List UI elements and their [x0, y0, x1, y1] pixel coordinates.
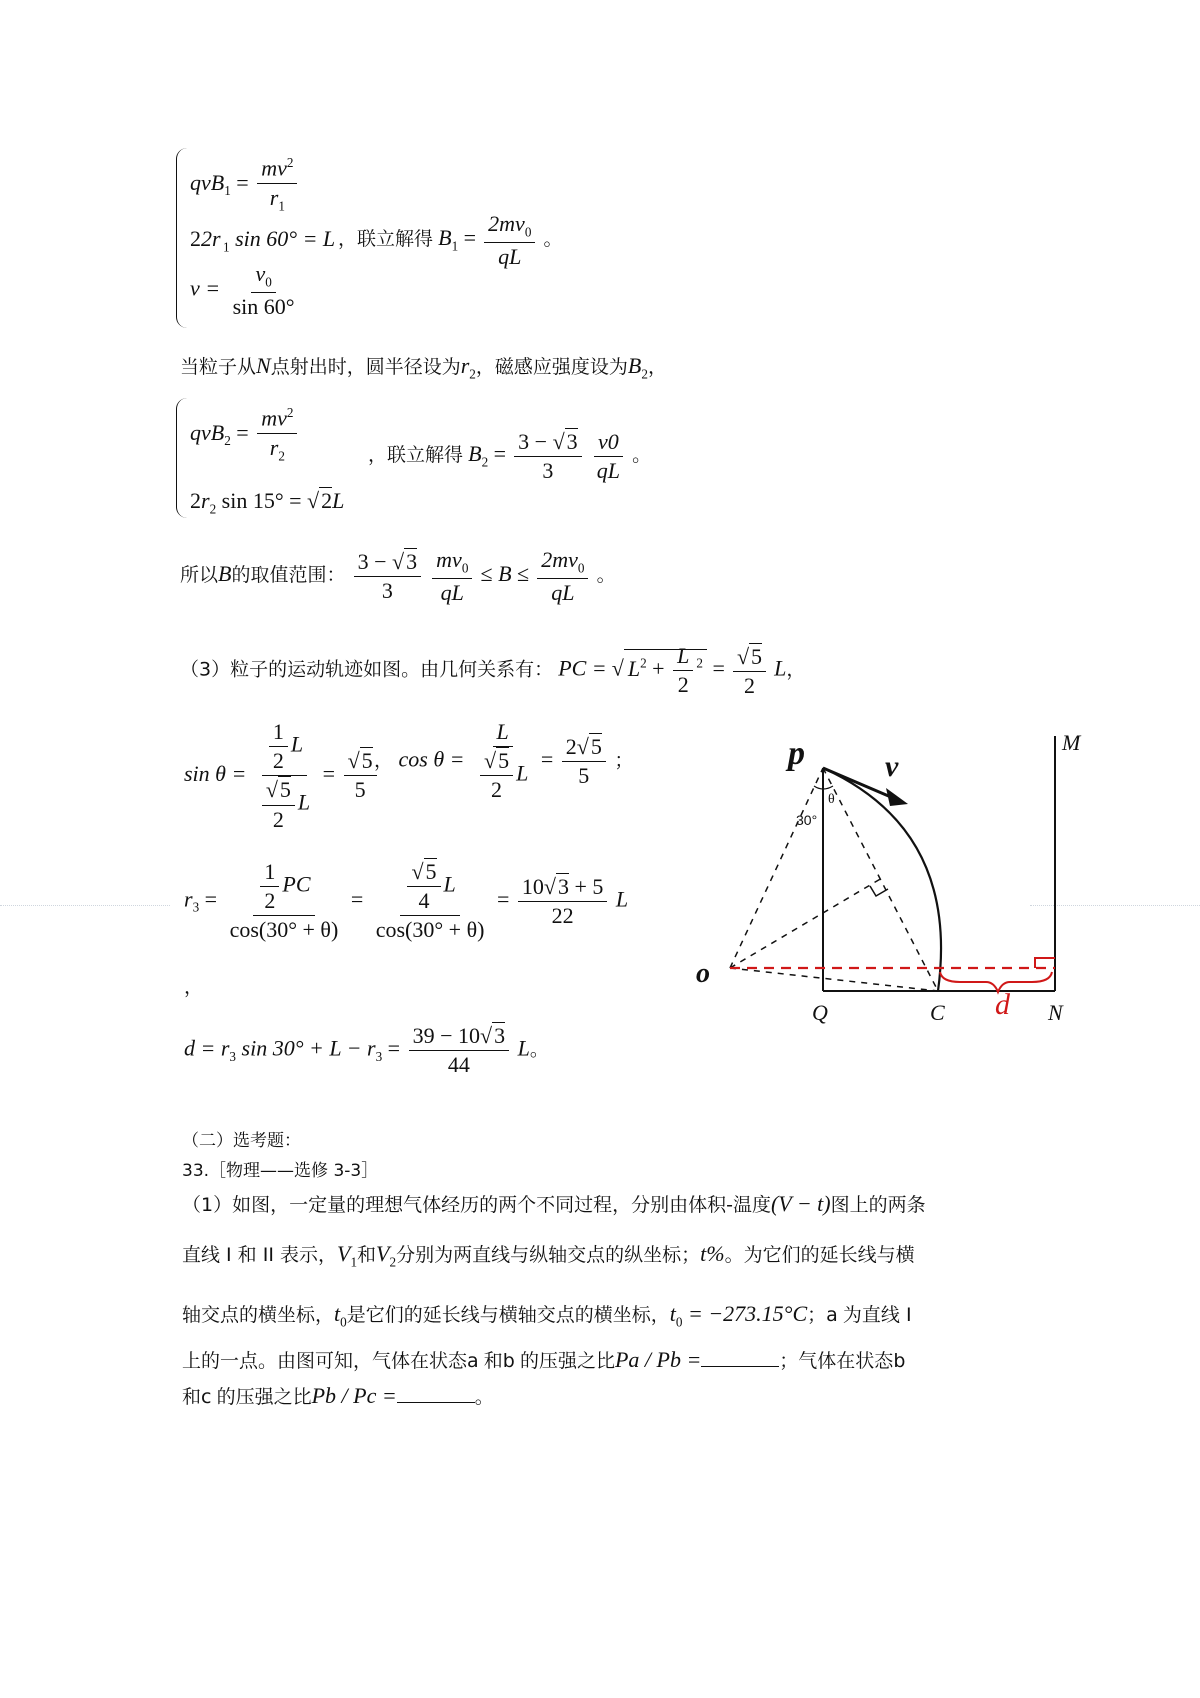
eq-v: v = $\frac{v_0}{\sin 60^\circ}$	[190, 261, 295, 319]
chord-PC	[823, 768, 938, 991]
label-p: p	[788, 735, 805, 772]
label-M: M	[1062, 730, 1081, 755]
eq-sin60-L: $_1$ sin 60° = L	[223, 226, 336, 255]
q33-line-3: 轴交点的横坐标，$t_0$是它们的延长线与横轴交点的横坐标，$t_0 = -273.15^\circ C$；a 为直线 I	[182, 1301, 912, 1330]
page-divider-left	[0, 905, 170, 907]
brace-system-1	[176, 148, 187, 328]
eq-cos-theta: ， cos θ = L $\frac{√5}{2}$ L = $\frac{2√5}{5}$ ；	[374, 719, 634, 803]
section-heading: （二）选考题：	[182, 1131, 301, 1151]
label-o: o	[696, 958, 710, 989]
red-right-angle	[1035, 958, 1055, 968]
eq-B2-result: ，联立解得 $B_2$ = $\frac{3 - √3}{3}$ $\frac{v0}{qL}$ 。	[368, 429, 652, 484]
n-exit-line: 当粒子从N点射出时，圆半径设为$r_2$，磁感应强度设为$B_2$，	[180, 353, 667, 382]
brace-system-2	[176, 398, 187, 518]
trajectory-figure	[690, 720, 1081, 1030]
answer-blank-2[interactable]	[397, 1384, 475, 1403]
label-30deg: 30°	[796, 812, 818, 828]
arrowhead	[886, 788, 908, 806]
eq-d: $d = r_3$ $\sin 30^\circ + L - r_3$ = $\frac{39 - 10√3}{44}$ L。	[184, 1023, 549, 1078]
label-theta: θ	[828, 792, 835, 807]
eq-B1-result: ，联立解得 $B_1$ = $\frac{2mv_0}{qL}$ 。	[338, 211, 563, 269]
label-d: d	[995, 988, 1010, 1021]
perpendicular	[730, 878, 882, 968]
eq-qvB1: qvB$_1$ = $\frac{mv^2}{r_1}$	[190, 156, 300, 213]
q33-line-1: （1）如图，一定量的理想气体经历的两个不同过程，分别由体积-温度(V − t)图上的两条	[182, 1191, 926, 1216]
label-v: v	[885, 750, 899, 783]
q33-line-4: 上的一点。由图可知，气体在状态a 和b 的压强之比Pa / Pb = ；气体在状态b	[182, 1347, 906, 1372]
q33-line-2: 直线 I 和 II 表示，$V_1$和$V_2$分别为两直线与纵轴交点的纵坐标；t%。为它们的延长线与横	[182, 1241, 915, 1270]
eq-2r1-sin60: 22r	[190, 226, 221, 251]
label-N: N	[1048, 1000, 1063, 1025]
q33-line-5: 和c 的压强之比Pb / Pc = 。	[182, 1383, 494, 1408]
radius-OP	[730, 768, 823, 968]
eq-r3: $r_3$ = $\frac{1}{2}$ PC cos(30° + θ) = $\frac{√5}{4}$ L cos(30° + θ) = $\frac{10√3 + 5}{22}$ L	[184, 859, 629, 943]
eq-sin-theta: sin θ = $\frac{1}{2}$ L $\frac{√5}{2}$ L = $\frac{√5}{5}$	[184, 720, 380, 832]
part3-line: （3）粒子的运动轨迹如图。由几何关系有： PC = √ $L^2$ + $\frac{L}{2}$ $^2$ = $\frac{√5}{2}$ L，	[180, 643, 806, 698]
range-of-B: 所以B的取值范围： $\frac{3 - √3}{3}$ $\frac{mv_0}{qL}$ ≤ B ≤ $\frac{2mv_0}{qL}$ 。	[180, 547, 616, 605]
label-C: C	[930, 1000, 945, 1025]
eq-2r2-sin15: $2r_2$ sin 15° = √2L	[190, 488, 345, 517]
label-Q: Q	[812, 1000, 828, 1025]
radius-OC	[730, 968, 938, 991]
lone-comma: ，	[184, 976, 204, 998]
answer-blank-1[interactable]	[701, 1348, 779, 1367]
question-33-heading: 33.［物理——选修 3-3］	[182, 1161, 379, 1181]
eq-qvB2: qvB$_2$ = $\frac{mv^2}{r_2}$	[190, 406, 300, 463]
